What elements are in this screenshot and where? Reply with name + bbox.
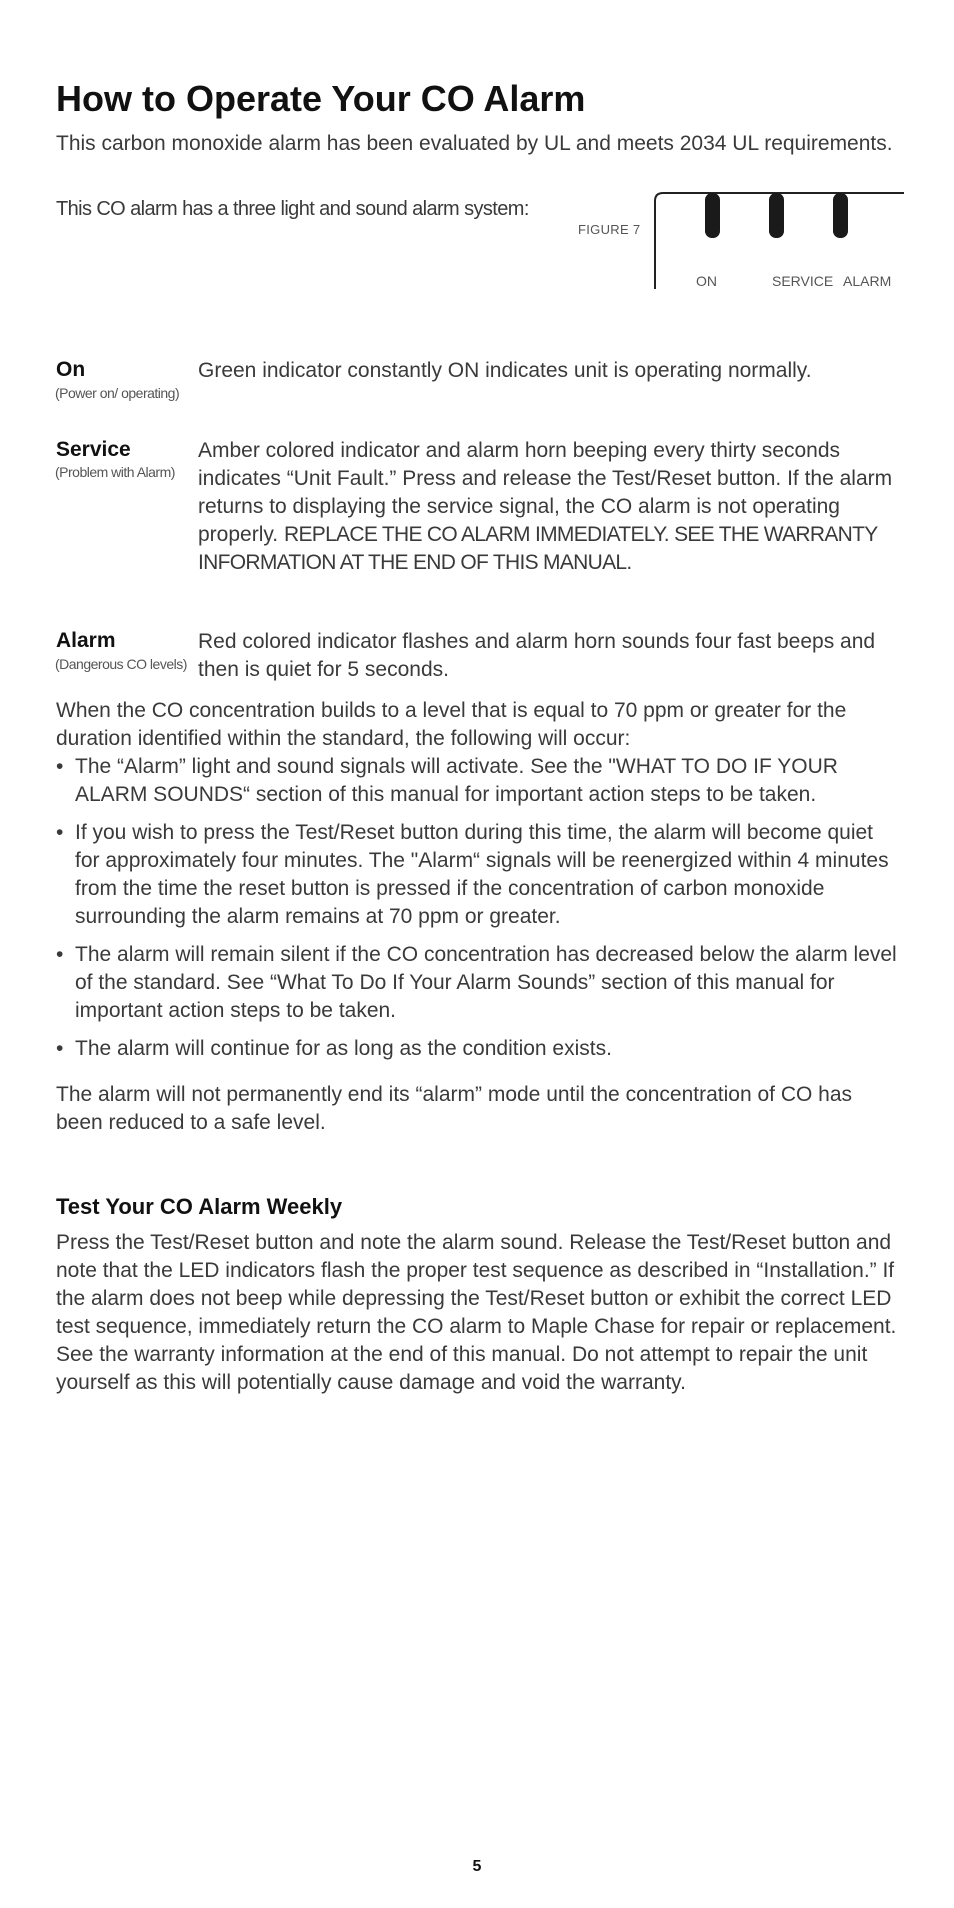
list-item-text: If you wish to press the Test/Reset button during this time, the alarm will become quiet for approximately four minutes. The "Alarm“ signals will be reenergized within 4 minutes from the time the reset button is pressed if the concentration of carbon monoxide surrounding the alarm remains at 70 ppm or greater. [75, 821, 889, 928]
on-subtitle: (Power on/ operating) [55, 385, 180, 401]
list-item [56, 1035, 901, 1063]
led-label-service: SERVICE [772, 273, 834, 289]
list-item [56, 819, 901, 931]
figure-label: FIGURE 7 [578, 222, 641, 237]
alarm-mode-paragraph: The alarm will not permanently end its “alarm” mode until the concentration of CO has been reduced to a safe level. [56, 1083, 853, 1134]
intro-paragraph: This carbon monoxide alarm has been evaluated by UL and meets 2034 UL requirements. [56, 132, 893, 155]
led-label-alarm: ALARM [843, 273, 892, 289]
bullet-dot: • [56, 943, 64, 966]
service-warning-caps: REPLACE THE CO ALARM IMMEDIATELY. SEE THE WARRANTY INFORMATION AT THE END OF THIS MANUAL. [198, 523, 878, 574]
page-number: 5 [472, 1858, 482, 1875]
bullet-dot: • [56, 821, 64, 844]
test-section-heading: Test Your CO Alarm Weekly [56, 1194, 343, 1219]
alarm-description: Red colored indicator flashes and alarm horn sounds four fast beeps and then is quiet for 5 seconds. [198, 630, 876, 681]
alarm-term: Alarm [56, 629, 116, 652]
list-item-text: The alarm will remain silent if the CO concentration has decreased below the alarm level of the standard. See “What To Do If Your Alarm Sounds” section of this manual for important action steps to be taken. [75, 943, 897, 1022]
test-instructions-paragraph: Press the Test/Reset button and note the alarm sound. Release the Test/Reset button and note that the LED indicators flash the proper test sequence as described in “Installation.” If the alarm does not beep while depressing the Test/Reset button or exhibit the correct LED test sequence, immediately return the CO alarm to Maple Chase for repair or replacement. See the warranty information at the end of this manual. Do not attempt to repair the unit yourself as this will potentially cause damage and void the warranty. [56, 1231, 897, 1394]
alarm-led-icon [833, 193, 848, 238]
list-item [56, 753, 901, 809]
service-subtitle: (Problem with Alarm) [55, 464, 175, 480]
list-item-text: The “Alarm” light and sound signals will activate. See the "WHAT TO DO IF YOUR ALARM SOUNDS“ section of this manual for important action steps to be taken. [75, 755, 838, 806]
service-term: Service [56, 438, 131, 461]
list-item [56, 941, 901, 1025]
service-description [198, 437, 903, 577]
alarm-behavior-list [56, 753, 901, 1073]
alarm-subtitle: (Dangerous CO levels) [55, 656, 187, 672]
on-led-icon [705, 193, 720, 238]
page-title: How to Operate Your CO Alarm [56, 78, 586, 119]
alarm-system-sentence: This CO alarm has a three light and sound alarm system: [56, 198, 529, 220]
on-term: On [56, 358, 86, 381]
bullet-dot: • [56, 1037, 64, 1060]
service-led-icon [769, 193, 784, 238]
service-description-text: Amber colored indicator and alarm horn beeping every thirty seconds indicates “Unit Fault.” Press and release the Test/Reset button. If the alarm returns to displaying the service signal, the CO alarm is not operating properly. [198, 439, 893, 546]
led-label-on: ON [696, 273, 717, 289]
concentration-paragraph: When the CO concentration builds to a level that is equal to 70 ppm or greater for the duration identified within the standard, the following will occur: [56, 699, 847, 750]
bullet-dot: • [56, 755, 64, 778]
list-item-text: The alarm will continue for as long as the condition exists. [75, 1037, 612, 1060]
on-description: Green indicator constantly ON indicates unit is operating normally. [198, 359, 812, 382]
